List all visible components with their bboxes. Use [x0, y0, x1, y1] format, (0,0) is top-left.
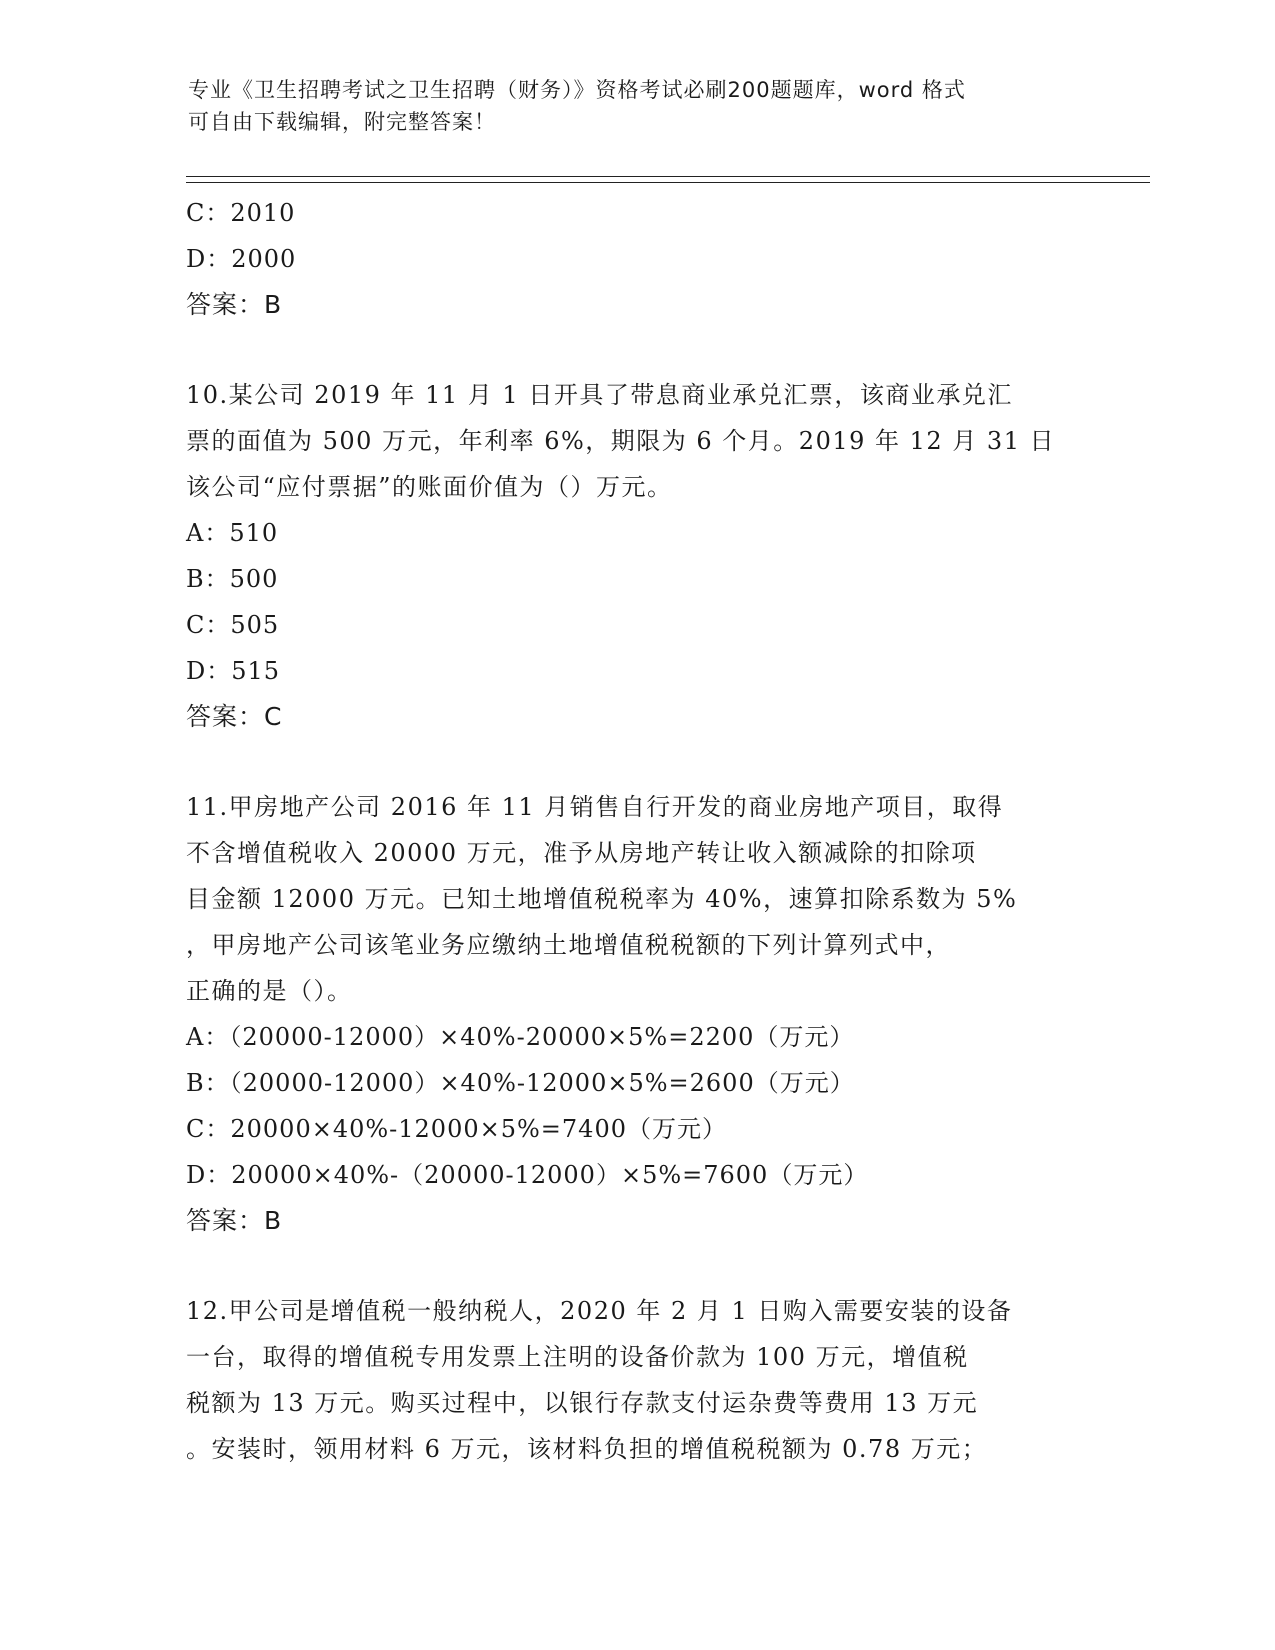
question-text-line: 税额为 13 万元。购买过程中，以银行存款支付运杂费等费用 13 万元	[186, 1389, 979, 1417]
question-text-line: ，甲房地产公司该笔业务应缴纳土地增值税税额的下列计算列式中，	[186, 931, 951, 959]
option-d: D：515	[186, 657, 281, 685]
question-text-line: 10.某公司 2019 年 11 月 1 日开具了带息商业承兑汇票，该商业承兑汇	[186, 381, 1013, 409]
answer: 答案：B	[186, 1206, 283, 1235]
question-12	[186, 1288, 1086, 1472]
header-line-1: 专业《卫生招聘考试之卫生招聘（财务）》资格考试必刷200题题库，word 格式	[188, 78, 966, 102]
question-10	[186, 372, 1086, 740]
question-text-line: 正确的是（）。	[186, 977, 353, 1005]
option-c: C：20000×40%-12000×5%=7400（万元）	[186, 1115, 727, 1143]
question-11	[186, 784, 1086, 1244]
option-a: A：（20000-12000）×40%-20000×5%=2200（万元）	[186, 1023, 855, 1051]
option-d: D：20000×40%-（20000-12000）×5%=7600（万元）	[186, 1161, 869, 1189]
question-text-line: 该公司“应付票据”的账面价值为（）万元。	[186, 473, 673, 501]
option-b: B：（20000-12000）×40%-12000×5%=2600（万元）	[186, 1069, 855, 1097]
option-b: B：500	[186, 565, 279, 593]
option-a: A：510	[186, 519, 279, 547]
option-c: C：2010	[186, 199, 296, 227]
question-text-line: 12.甲公司是增值税一般纳税人，2020 年 2 月 1 日购入需要安装的设备	[186, 1297, 1013, 1325]
document-header	[188, 74, 1088, 138]
question-text-line: 。安装时，领用材料 6 万元，该材料负担的增值税税额为 0.78 万元；	[186, 1435, 988, 1463]
previous-question-tail	[186, 190, 1086, 328]
question-text-line: 一台，取得的增值税专用发票上注明的设备价款为 100 万元，增值税	[186, 1343, 969, 1371]
option-c: C：505	[186, 611, 280, 639]
question-text-line: 不含增值税收入 20000 万元，准予从房地产转让收入额减除的扣除项	[186, 839, 977, 867]
header-line-2: 可自由下载编辑，附完整答案！	[188, 110, 496, 134]
question-text-line: 目金额 12000 万元。已知土地增值税税率为 40%，速算扣除系数为 5%	[186, 885, 1018, 913]
question-content	[186, 190, 1086, 1472]
header-rule-thin	[186, 182, 1150, 183]
question-text-line: 票的面值为 500 万元，年利率 6%，期限为 6 个月。2019 年 12 月 31 日	[186, 427, 1056, 455]
option-d: D：2000	[186, 245, 297, 273]
question-text-line: 11.甲房地产公司 2016 年 11 月销售自行开发的商业房地产项目，取得	[186, 793, 1004, 821]
header-rule-thick	[186, 176, 1150, 177]
answer: 答案：B	[186, 290, 283, 319]
answer: 答案：C	[186, 702, 283, 731]
